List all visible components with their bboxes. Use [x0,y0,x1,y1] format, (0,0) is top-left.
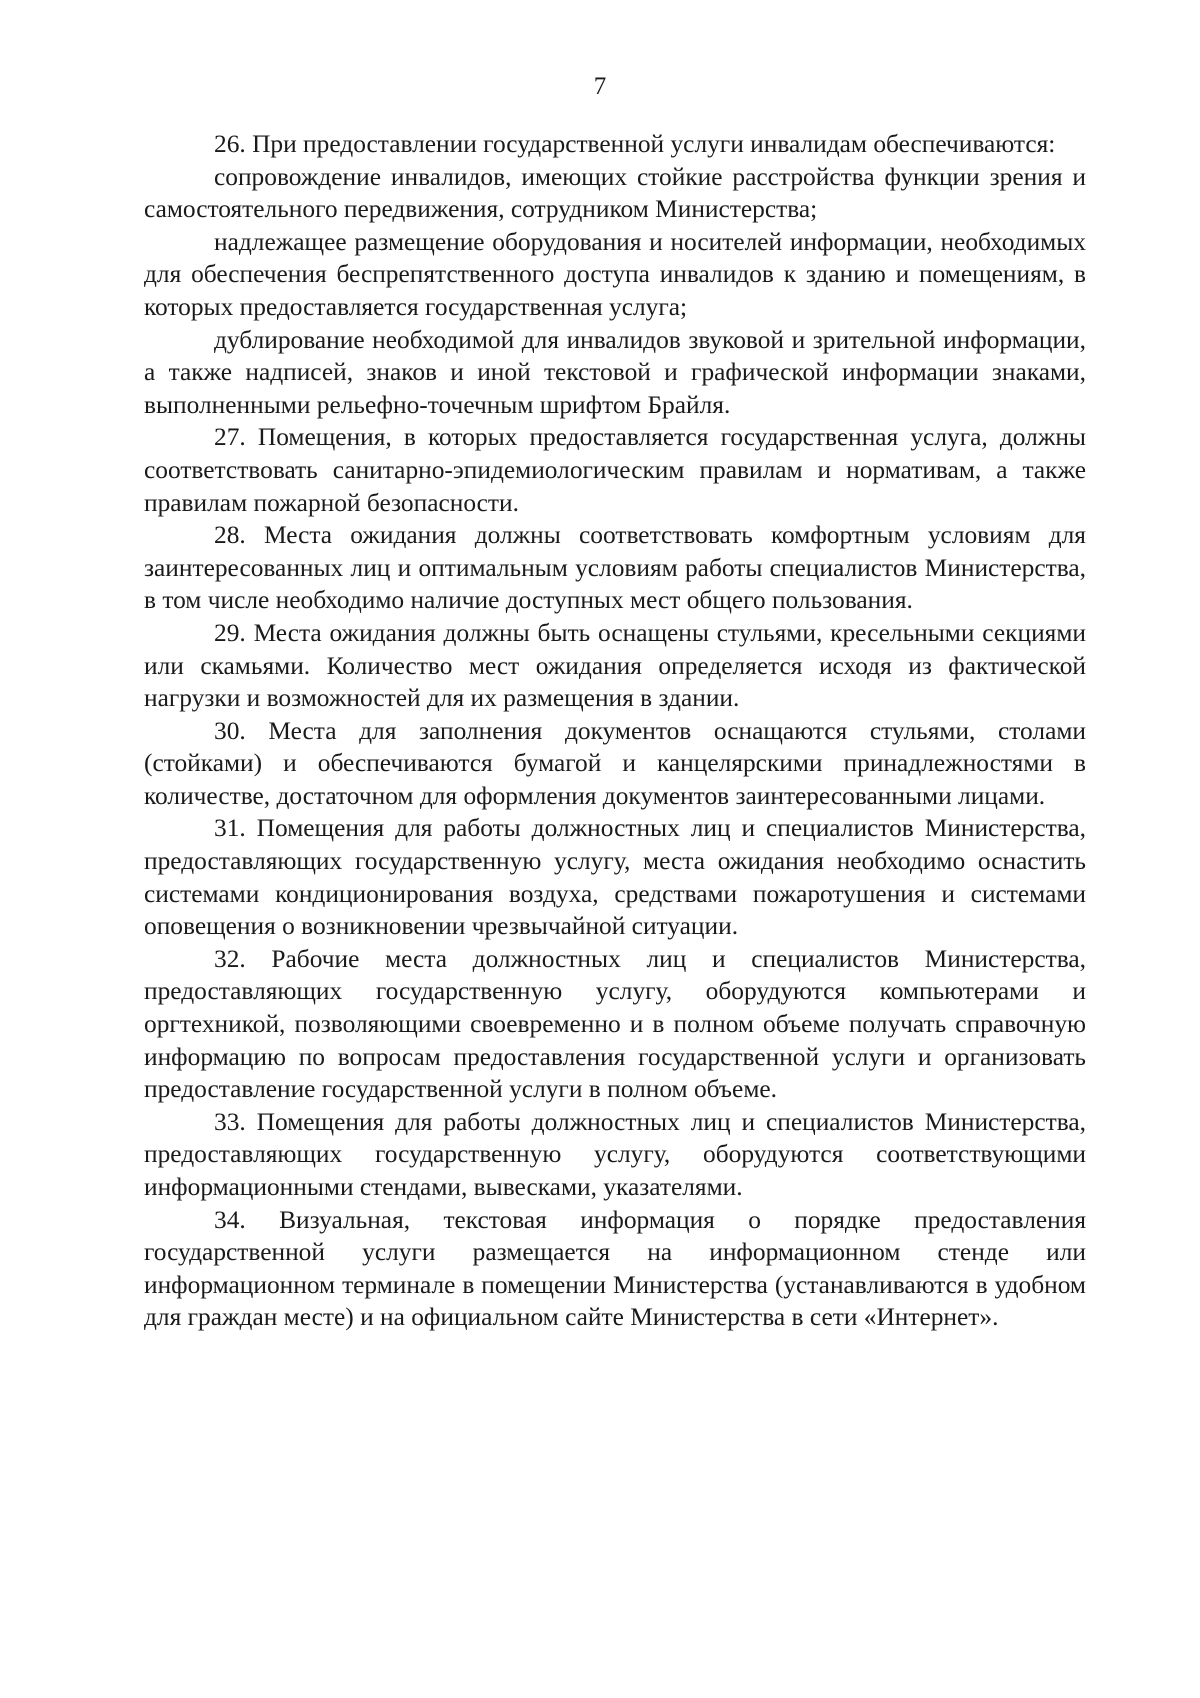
paragraph-29: 29. Места ожидания должны быть оснащены стульями, кресельными секциями или скамьями. Количество мест ожидания определяется исходя из фактической нагрузки и возможностей для их размещения в здании. [144,618,1086,713]
paragraph-26-item-braille: дублирование необходимой для инвалидов звуковой и зрительной информации, а также надписей, знаков и иной текстовой и графической информации знаками, выполненными рельефно-точечным шрифтом Брайля. [144,325,1086,419]
paragraph-26-item-escort: сопровождение инвалидов, имеющих стойкие расстройства функции зрения и самостоятельного передвижения, сотрудником Министерства; [144,162,1086,224]
paragraph-26-item-equipment: надлежащее размещение оборудования и носителей информации, необходимых для обеспечения беспрепятственного доступа инвалидов к зданию и помещениям, в которых предоставляется государственная услуга; [144,227,1086,321]
paragraph-32: 32. Рабочие места должностных лиц и специалистов Министерства, предоставляющих государственную услугу, оборудуются компьютерами и оргтехникой, позволяющими своевременно и в полном объеме получать справочную информацию по вопросам предоставления государственной услуги и организовать предоставление государственной услуги в полном объеме. [144,944,1086,1104]
document-body [144,128,1086,1334]
paragraph-27: 27. Помещения, в которых предоставляется государственная услуга, должны соответствовать санитарно-эпидемиологическим правилам и нормативам, а также правилам пожарной безопасности. [144,423,1086,517]
paragraph-30: 30. Места для заполнения документов оснащаются стульями, столами (стойками) и обеспечиваются бумагой и канцелярскими принадлежностями в количестве, достаточном для оформления документов заинтересованными лицами. [144,716,1086,810]
page-number: 7 [593,73,607,100]
paragraph-33: 33. Помещения для работы должностных лиц и специалистов Министерства, предоставляющих государственную услугу, оборудуются соответствующими информационными стендами, вывесками, указателями. [144,1107,1086,1201]
paragraph-31: 31. Помещения для работы должностных лиц и специалистов Министерства, предоставляющих государственную услугу, места ожидания необходимо оснастить системами кондиционирования воздуха, средствами пожаротушения и системами оповещения о возникновении чрезвычайной ситуации. [144,814,1086,941]
paragraph-26: 26. При предоставлении государственной услуги инвалидам обеспечиваются: [214,130,1056,158]
paragraph-28: 28. Места ожидания должны соответствовать комфортным условиям для заинтересованных лиц и оптимальным условиям работы специалистов Министерства, в том числе необходимо наличие доступных мест общего пользования. [144,521,1086,615]
paragraph-34: 34. Визуальная, текстовая информация о порядке предоставления государственной услуги размещается на информационном стенде или информационном терминале в помещении Министерства (устанавливаются в удобном для граждан месте) и на официальном сайте Министерства в сети «Интернет». [144,1205,1086,1332]
